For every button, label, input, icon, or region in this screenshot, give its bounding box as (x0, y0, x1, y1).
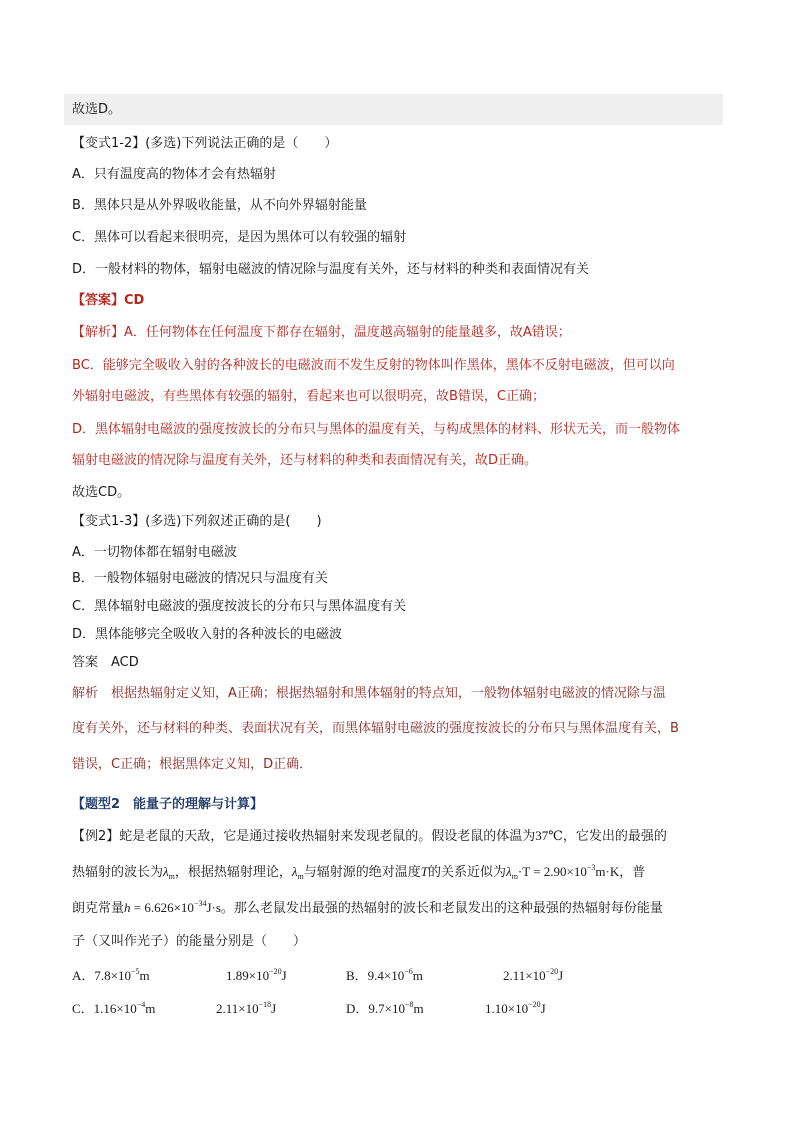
option-c: C．黑体辐射电磁波的强度按波长的分布只与黑体温度有关 (72, 599, 407, 614)
example-text: 。那么老鼠发出最强的热辐射的波长和老鼠发出的这种最强的热辐射每份能量 (220, 901, 663, 916)
exponent: −3 (586, 863, 596, 872)
example-text: ，它发出的最强的 (562, 829, 667, 844)
choice-c-wavelength (72, 999, 155, 1019)
exponent: −20 (528, 1000, 541, 1009)
exponent: −34 (193, 899, 207, 908)
example-text: 与辐射源的绝对温度 (303, 865, 421, 880)
exponent: −5 (130, 967, 140, 976)
unit: m (412, 968, 423, 983)
exponent: −18 (258, 1000, 272, 1009)
choice-c-energy (216, 999, 276, 1019)
answer-label: 答案 ACD (72, 655, 139, 670)
analysis-line: 辐射电磁波的情况除与温度有关外，还与材料的种类和表面情况有关，故D正确。 (72, 453, 538, 468)
unit: m·K (595, 864, 620, 879)
planck-symbol: h (124, 900, 131, 915)
option-a: A．一切物体都在辐射电磁波 (72, 545, 237, 560)
value: 1.16×10 (93, 1001, 137, 1016)
example-text: 热辐射的波长为 (72, 865, 164, 880)
value: 2.11×10 (503, 968, 546, 983)
choice-d-wavelength (346, 999, 424, 1019)
example-text: ，普 (619, 865, 646, 880)
analysis-line: 解析 根据热辐射定义知，A正确；根据热辐射和黑体辐射的特点知，一般物体辐射电磁波的情况除与温 (72, 686, 666, 701)
choice-label: A． (72, 968, 95, 983)
option-d: D．黑体能够完全吸收入射的各种波长的电磁波 (72, 627, 343, 642)
section-heading: 【题型2 能量子的理解与计算】 (72, 797, 264, 812)
subscript-m: m (297, 872, 304, 881)
choice-a-wavelength (72, 966, 150, 986)
question-title: 【变式1-2】(多选)下列说法正确的是（ ） (72, 136, 338, 151)
unit: m (413, 1001, 424, 1016)
choice-label: B． (346, 968, 368, 983)
example-text: ，根据热辐射理论， (174, 865, 292, 880)
wien-formula: ·T = 2.90×10 (517, 864, 587, 879)
conclusion: 故选CD。 (72, 485, 131, 500)
option-c: C．黑体可以看起来很明亮，是因为黑体可以有较强的辐射 (72, 230, 407, 245)
choice-b-wavelength (346, 966, 423, 986)
unit: J (558, 968, 564, 983)
option-b: B．一般物体辐射电磁波的情况只与温度有关 (72, 571, 328, 586)
unit: J (540, 1001, 546, 1016)
example-line-4: 子（又叫作光子）的能量分别是（ ） (72, 934, 307, 949)
value: 1.10×10 (485, 1001, 529, 1016)
example-line-2 (72, 862, 645, 883)
planck-value: = 6.626×10 (130, 900, 194, 915)
value: 1.89×10 (226, 968, 270, 983)
example-line-1 (72, 826, 667, 847)
example-text: 朗克常量 (72, 901, 125, 916)
example-text: 的关系近似为 (428, 865, 507, 880)
shaded-answer-band (64, 94, 723, 125)
option-b: B．黑体只是从外界吸收能量，从不向外界辐射能量 (72, 198, 367, 213)
temperature-value: 37℃ (535, 828, 563, 843)
exponent: −4 (136, 1000, 146, 1009)
lambda-symbol: λ (506, 864, 512, 879)
option-d: D．一般材料的物体，辐射电磁波的情况除与温度有关外，还与材料的种类和表面情况有关 (72, 262, 590, 277)
unit: m (139, 968, 150, 983)
analysis-line: 外辐射电磁波，有些黑体有较强的辐射，看起来也可以很明亮，故B错误，C正确； (72, 389, 545, 404)
subscript-m: m (511, 872, 518, 881)
unit: J (281, 968, 287, 983)
value: 2.11×10 (216, 1001, 259, 1016)
choice-d-energy (485, 999, 546, 1019)
answer-label: 【答案】CD (72, 293, 145, 308)
option-a: A．只有温度高的物体才会有热辐射 (72, 167, 276, 182)
question-title: 【变式1-3】(多选)下列叙述正确的是( ) (72, 514, 322, 529)
unit: m (145, 1001, 156, 1016)
exponent: −20 (545, 967, 559, 976)
value: 9.7×10 (368, 1001, 405, 1016)
choice-a-energy (226, 966, 287, 986)
exponent: −20 (269, 967, 282, 976)
choice-label: C． (72, 1001, 94, 1016)
subscript-m: m (168, 872, 175, 881)
temperature-symbol: T (420, 864, 429, 879)
unit: J·s (206, 900, 221, 915)
example-line-3 (72, 898, 663, 919)
previous-conclusion: 故选D。 (72, 102, 122, 117)
analysis-line: 【解析】A．任何物体在任何温度下都存在辐射，温度越高辐射的能量越多，故A错误； (72, 325, 571, 340)
choice-b-energy (503, 966, 563, 986)
analysis-line: BC．能够完全吸收入射的各种波长的电磁波而不发生反射的物体叫作黑体，黑体不反射电磁波，但可以向 (72, 358, 675, 373)
analysis-line: 度有关外，还与材料的种类、表面状况有关，而黑体辐射电磁波的强度按波长的分布只与黑体温度有关，B (72, 721, 679, 736)
example-text: 【例2】蛇是老鼠的天敌，它是通过接收热辐射来发现老鼠的。假设老鼠的体温为 (72, 829, 536, 844)
unit: J (271, 1001, 277, 1016)
lambda-symbol: λ (163, 864, 169, 879)
choice-label: D． (346, 1001, 369, 1016)
exponent: −6 (404, 967, 413, 976)
analysis-line: 错误，C正确；根据黑体定义知，D正确． (72, 757, 313, 772)
analysis-line: D．黑体辐射电磁波的强度按波长的分布只与黑体的温度有关，与构成黑体的材料、形状无关，而一般物体 (72, 422, 681, 437)
value: 7.8×10 (94, 968, 131, 983)
exponent: −8 (404, 1000, 414, 1009)
value: 9.4×10 (367, 968, 405, 983)
lambda-symbol: λ (291, 864, 298, 879)
